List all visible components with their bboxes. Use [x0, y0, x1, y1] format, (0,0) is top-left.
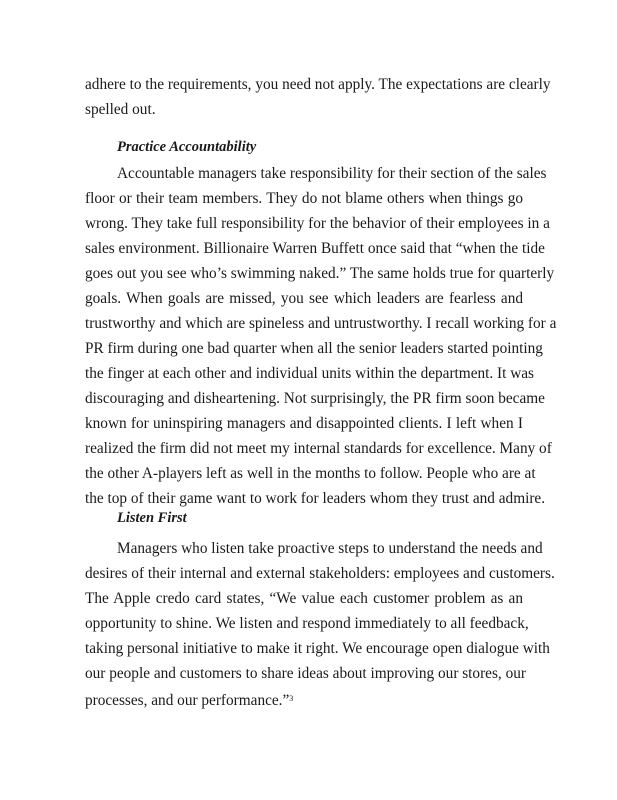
text-line: wrong. They take full responsibility for the behavior of their employees in a — [85, 215, 550, 232]
text-line: adhere to the requirements, you need not apply. The expectations are clearly — [85, 76, 551, 93]
text-line: our people and customers to share ideas about improving our stores, our — [85, 665, 526, 682]
text-line: trustworthy and which are spineless and untrustworthy. I recall working for a — [85, 315, 557, 332]
text-line: opportunity to shine. We listen and respond immediately to all feedback, — [85, 615, 529, 632]
section-heading: Listen First — [117, 510, 187, 526]
intro-paragraph — [85, 72, 551, 122]
footnote-reference[interactable]: 3 — [289, 694, 294, 703]
text-line: taking personal initiative to make it right. We encourage open dialogue with — [85, 640, 550, 657]
text-line: realized the firm did not meet my internal standards for excellence. Many of — [85, 440, 552, 457]
text-line: the top of their game want to work for leaders whom they trust and admire. — [85, 490, 546, 507]
text-line: known for uninspiring managers and disappointed clients. I left when I — [85, 415, 523, 432]
text-line: the other A-players left as well in the months to follow. People who are at — [85, 465, 536, 482]
text-line — [85, 686, 523, 711]
text-line: Managers who listen take proactive steps to understand the needs and — [117, 540, 543, 557]
text-line: The Apple credo card states, “We value each customer problem as an — [85, 590, 523, 607]
section-heading: Practice Accountability — [117, 139, 257, 155]
text-line: Accountable managers take responsibility for their section of the sales — [117, 165, 547, 182]
text-line: the finger at each other and individual units within the department. It was — [85, 365, 535, 382]
text-line: sales environment. Billionaire Warren Buffett once said that “when the tide — [85, 240, 545, 257]
listen-paragraph — [85, 536, 555, 711]
text-line: floor or their team members. They do not blame others when things go — [85, 190, 523, 207]
accountability-paragraph — [85, 161, 557, 511]
text-line: PR firm during one bad quarter when all the senior leaders started pointing — [85, 340, 543, 357]
text-line: goals. When goals are missed, you see which leaders are fearless and — [85, 290, 523, 307]
text-line: discouraging and disheartening. Not surprisingly, the PR firm soon became — [85, 390, 545, 407]
text-line: desires of their internal and external stakeholders: employees and customers. — [85, 565, 555, 582]
text-line: spelled out. — [85, 101, 156, 118]
text-line: goes out you see who’s swimming naked.” The same holds true for quarterly — [85, 265, 555, 282]
text-span: processes, and our performance.” — [85, 692, 290, 709]
